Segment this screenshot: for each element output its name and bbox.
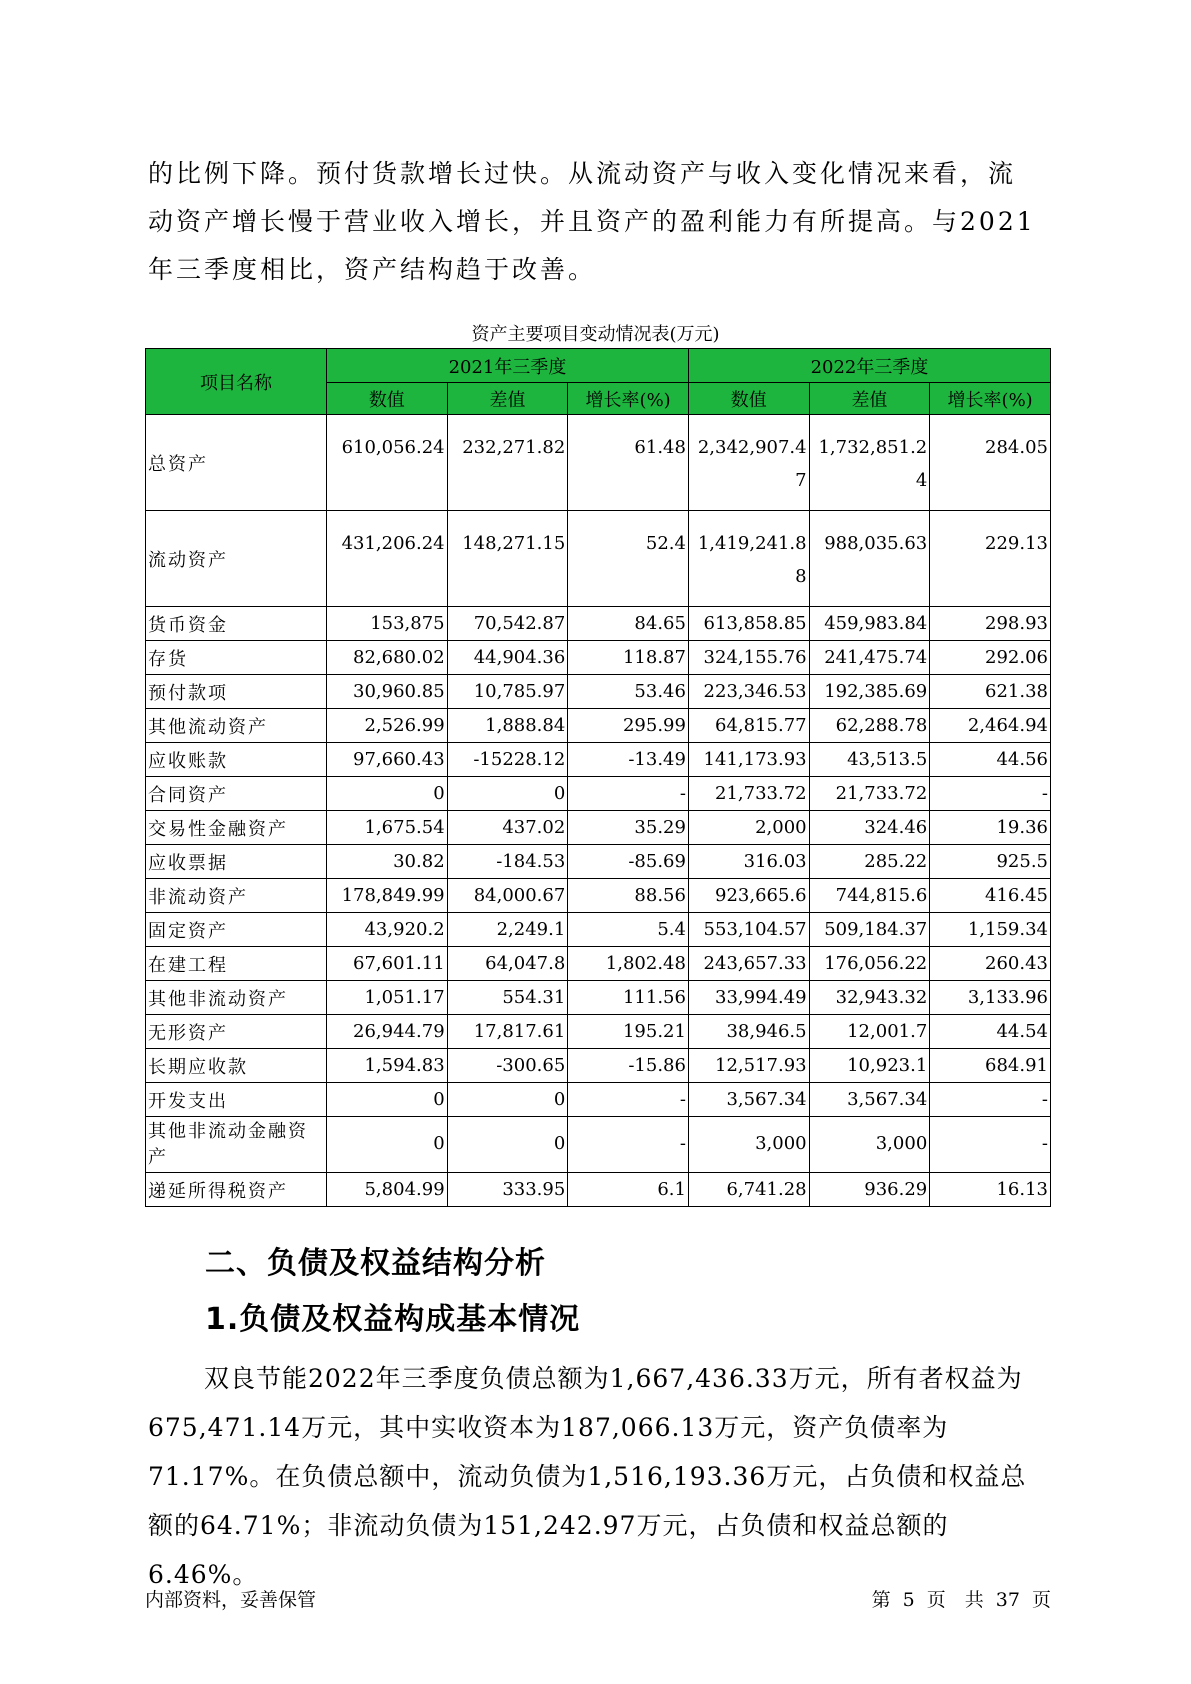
cell-value-2021: 82,680.02	[326, 641, 447, 675]
cell-diff-2022: 176,056.22	[809, 947, 930, 981]
cell-rate-2022: 44.54	[930, 1015, 1051, 1049]
table-row	[146, 709, 1051, 743]
cell-rate-2022: 19.36	[930, 811, 1051, 845]
table-row	[146, 777, 1051, 811]
cell-diff-2021: 232,271.82	[447, 415, 568, 511]
cell-diff-2021: 10,785.97	[447, 675, 568, 709]
cell-row-name: 其他非流动资产	[146, 981, 327, 1015]
cell-value-2022: 33,994.49	[688, 981, 809, 1015]
cell-diff-2021: 44,904.36	[447, 641, 568, 675]
cell-rate-2022: 16.13	[930, 1173, 1051, 1207]
header-value-2021: 数值	[326, 383, 447, 415]
cell-rate-2022: -	[930, 1083, 1051, 1117]
cell-diff-2022: 936.29	[809, 1173, 930, 1207]
cell-value-2021: 610,056.24	[326, 415, 447, 511]
cell-row-name: 交易性金融资产	[146, 811, 327, 845]
table-header-row-1	[146, 349, 1051, 383]
cell-value-2022: 243,657.33	[688, 947, 809, 981]
table-title: 资产主要项目变动情况表(万元)	[471, 324, 720, 345]
header-rate-2022: 增长率(%)	[930, 383, 1051, 415]
header-item-name: 项目名称	[146, 349, 327, 415]
cell-rate-2021: 118.87	[568, 641, 689, 675]
cell-diff-2021: 148,271.15	[447, 511, 568, 607]
cell-row-name: 长期应收款	[146, 1049, 327, 1083]
cell-row-name: 开发支出	[146, 1083, 327, 1117]
cell-rate-2021: -	[568, 1117, 689, 1173]
cell-diff-2021: -15228.12	[447, 743, 568, 777]
cell-value-2021: 153,875	[326, 607, 447, 641]
cell-diff-2021: 70,542.87	[447, 607, 568, 641]
cell-rate-2022: 44.56	[930, 743, 1051, 777]
section-heading: 二、负债及权益结构分析	[205, 1246, 546, 1281]
cell-diff-2021: 0	[447, 1083, 568, 1117]
cell-diff-2022: 285.22	[809, 845, 930, 879]
header-period-2021: 2021年三季度	[326, 349, 688, 383]
cell-diff-2022: 12,001.7	[809, 1015, 930, 1049]
cell-value-2022: 324,155.76	[688, 641, 809, 675]
cell-rate-2021: 295.99	[568, 709, 689, 743]
cell-value-2022: 2,000	[688, 811, 809, 845]
table-row	[146, 641, 1051, 675]
cell-diff-2022: 241,475.74	[809, 641, 930, 675]
table-row	[146, 607, 1051, 641]
cell-rate-2021: -	[568, 1083, 689, 1117]
table-row	[146, 511, 1051, 607]
cell-value-2021: 0	[326, 1083, 447, 1117]
cell-value-2021: 1,675.54	[326, 811, 447, 845]
cell-rate-2022: -	[930, 777, 1051, 811]
cell-diff-2022: 43,513.5	[809, 743, 930, 777]
cell-value-2021: 5,804.99	[326, 1173, 447, 1207]
cell-value-2022: 38,946.5	[688, 1015, 809, 1049]
header-value-2022: 数值	[688, 383, 809, 415]
table-row	[146, 845, 1051, 879]
table-row	[146, 415, 1051, 511]
cell-diff-2022: 1,732,851.24	[809, 415, 930, 511]
cell-row-name: 应收票据	[146, 845, 327, 879]
cell-diff-2021: 0	[447, 1117, 568, 1173]
cell-rate-2022: 229.13	[930, 511, 1051, 607]
cell-diff-2022: 324.46	[809, 811, 930, 845]
cell-value-2022: 141,173.93	[688, 743, 809, 777]
cell-rate-2021: 53.46	[568, 675, 689, 709]
cell-value-2022: 1,419,241.88	[688, 511, 809, 607]
table-row	[146, 879, 1051, 913]
cell-row-name: 在建工程	[146, 947, 327, 981]
cell-value-2022: 923,665.6	[688, 879, 809, 913]
cell-diff-2022: 988,035.63	[809, 511, 930, 607]
cell-rate-2021: -15.86	[568, 1049, 689, 1083]
table-row	[146, 1083, 1051, 1117]
table-row	[146, 913, 1051, 947]
cell-diff-2021: -184.53	[447, 845, 568, 879]
cell-value-2021: 97,660.43	[326, 743, 447, 777]
cell-row-name: 流动资产	[146, 511, 327, 607]
cell-rate-2022: 298.93	[930, 607, 1051, 641]
cell-rate-2022: 260.43	[930, 947, 1051, 981]
cell-value-2022: 223,346.53	[688, 675, 809, 709]
cell-rate-2022: 284.05	[930, 415, 1051, 511]
cell-row-name: 无形资产	[146, 1015, 327, 1049]
footer-confidential-note: 内部资料，妥善保管	[145, 1589, 317, 1611]
cell-rate-2022: 925.5	[930, 845, 1051, 879]
header-diff-2021: 差值	[447, 383, 568, 415]
cell-value-2021: 26,944.79	[326, 1015, 447, 1049]
cell-rate-2021: 5.4	[568, 913, 689, 947]
asset-change-table	[145, 348, 1051, 1207]
table-row	[146, 1173, 1051, 1207]
cell-value-2022: 316.03	[688, 845, 809, 879]
cell-rate-2022: 416.45	[930, 879, 1051, 913]
cell-value-2022: 12,517.93	[688, 1049, 809, 1083]
cell-value-2021: 2,526.99	[326, 709, 447, 743]
cell-value-2022: 21,733.72	[688, 777, 809, 811]
cell-diff-2022: 3,567.34	[809, 1083, 930, 1117]
cell-value-2022: 613,858.85	[688, 607, 809, 641]
cell-row-name: 总资产	[146, 415, 327, 511]
intro-paragraph: 的比例下降。预付货款增长过快。从流动资产与收入变化情况来看，流动资产增长慢于营业收入增长，并且资产的盈利能力有所提高。与2021年三季度相比，资产结构趋于改善。	[148, 159, 1036, 284]
cell-value-2022: 2,342,907.47	[688, 415, 809, 511]
cell-row-name: 货币资金	[146, 607, 327, 641]
cell-diff-2021: 554.31	[447, 981, 568, 1015]
cell-diff-2021: 0	[447, 777, 568, 811]
cell-row-name: 递延所得税资产	[146, 1173, 327, 1207]
table-row	[146, 743, 1051, 777]
cell-rate-2021: 52.4	[568, 511, 689, 607]
cell-row-name: 应收账款	[146, 743, 327, 777]
table-row	[146, 1117, 1051, 1173]
cell-rate-2022: 684.91	[930, 1049, 1051, 1083]
table-row	[146, 811, 1051, 845]
table-row	[146, 675, 1051, 709]
header-period-2022: 2022年三季度	[688, 349, 1050, 383]
cell-value-2021: 1,594.83	[326, 1049, 447, 1083]
cell-value-2022: 3,567.34	[688, 1083, 809, 1117]
table-row	[146, 1015, 1051, 1049]
cell-rate-2021: 35.29	[568, 811, 689, 845]
cell-diff-2022: 32,943.32	[809, 981, 930, 1015]
cell-value-2022: 553,104.57	[688, 913, 809, 947]
cell-diff-2022: 744,815.6	[809, 879, 930, 913]
cell-diff-2021: -300.65	[447, 1049, 568, 1083]
cell-rate-2021: 111.56	[568, 981, 689, 1015]
cell-value-2021: 30,960.85	[326, 675, 447, 709]
cell-diff-2021: 437.02	[447, 811, 568, 845]
cell-diff-2022: 459,983.84	[809, 607, 930, 641]
cell-rate-2021: 195.21	[568, 1015, 689, 1049]
cell-diff-2022: 192,385.69	[809, 675, 930, 709]
body-paragraph: 双良节能2022年三季度负债总额为1,667,436.33万元，所有者权益为675,471.14万元，其中实收资本为187,066.13万元，资产负债率为71.17%。在负债总额中，流动负债为1,516,193.36万元，占负债和权益总额的64.71%；非流动负债为151,242.97万元，占负债和权益总额的6.46%。	[148, 1364, 1027, 1589]
cell-rate-2021: 6.1	[568, 1173, 689, 1207]
cell-row-name: 其他流动资产	[146, 709, 327, 743]
cell-diff-2021: 17,817.61	[447, 1015, 568, 1049]
cell-rate-2022: 2,464.94	[930, 709, 1051, 743]
cell-value-2021: 67,601.11	[326, 947, 447, 981]
cell-row-name: 预付款项	[146, 675, 327, 709]
cell-value-2021: 43,920.2	[326, 913, 447, 947]
header-diff-2022: 差值	[809, 383, 930, 415]
cell-value-2021: 1,051.17	[326, 981, 447, 1015]
cell-rate-2022: 621.38	[930, 675, 1051, 709]
cell-row-name: 存货	[146, 641, 327, 675]
cell-rate-2022: 1,159.34	[930, 913, 1051, 947]
cell-diff-2021: 84,000.67	[447, 879, 568, 913]
cell-rate-2021: 88.56	[568, 879, 689, 913]
cell-diff-2021: 2,249.1	[447, 913, 568, 947]
footer-page-number: 第 5 页 共 37 页	[871, 1589, 1051, 1611]
cell-diff-2021: 64,047.8	[447, 947, 568, 981]
cell-rate-2021: -13.49	[568, 743, 689, 777]
cell-diff-2022: 10,923.1	[809, 1049, 930, 1083]
cell-value-2022: 64,815.77	[688, 709, 809, 743]
cell-row-name: 其他非流动金融资产	[146, 1117, 327, 1173]
table-row	[146, 1049, 1051, 1083]
cell-diff-2021: 333.95	[447, 1173, 568, 1207]
cell-diff-2021: 1,888.84	[447, 709, 568, 743]
table-row	[146, 981, 1051, 1015]
cell-value-2021: 30.82	[326, 845, 447, 879]
cell-value-2021: 178,849.99	[326, 879, 447, 913]
cell-value-2021: 0	[326, 777, 447, 811]
cell-row-name: 非流动资产	[146, 879, 327, 913]
cell-row-name: 固定资产	[146, 913, 327, 947]
cell-rate-2021: 84.65	[568, 607, 689, 641]
cell-row-name: 合同资产	[146, 777, 327, 811]
cell-rate-2022: 3,133.96	[930, 981, 1051, 1015]
cell-rate-2021: 1,802.48	[568, 947, 689, 981]
cell-value-2021: 431,206.24	[326, 511, 447, 607]
header-rate-2021: 增长率(%)	[568, 383, 689, 415]
subsection-heading: 1.负债及权益构成基本情况	[205, 1302, 581, 1337]
cell-value-2022: 3,000	[688, 1117, 809, 1173]
table-body	[146, 415, 1051, 1207]
cell-rate-2021: 61.48	[568, 415, 689, 511]
cell-diff-2022: 21,733.72	[809, 777, 930, 811]
cell-diff-2022: 62,288.78	[809, 709, 930, 743]
cell-value-2021: 0	[326, 1117, 447, 1173]
cell-diff-2022: 3,000	[809, 1117, 930, 1173]
table-row	[146, 947, 1051, 981]
cell-value-2022: 6,741.28	[688, 1173, 809, 1207]
cell-rate-2021: -	[568, 777, 689, 811]
cell-diff-2022: 509,184.37	[809, 913, 930, 947]
cell-rate-2022: 292.06	[930, 641, 1051, 675]
cell-rate-2022: -	[930, 1117, 1051, 1173]
cell-rate-2021: -85.69	[568, 845, 689, 879]
